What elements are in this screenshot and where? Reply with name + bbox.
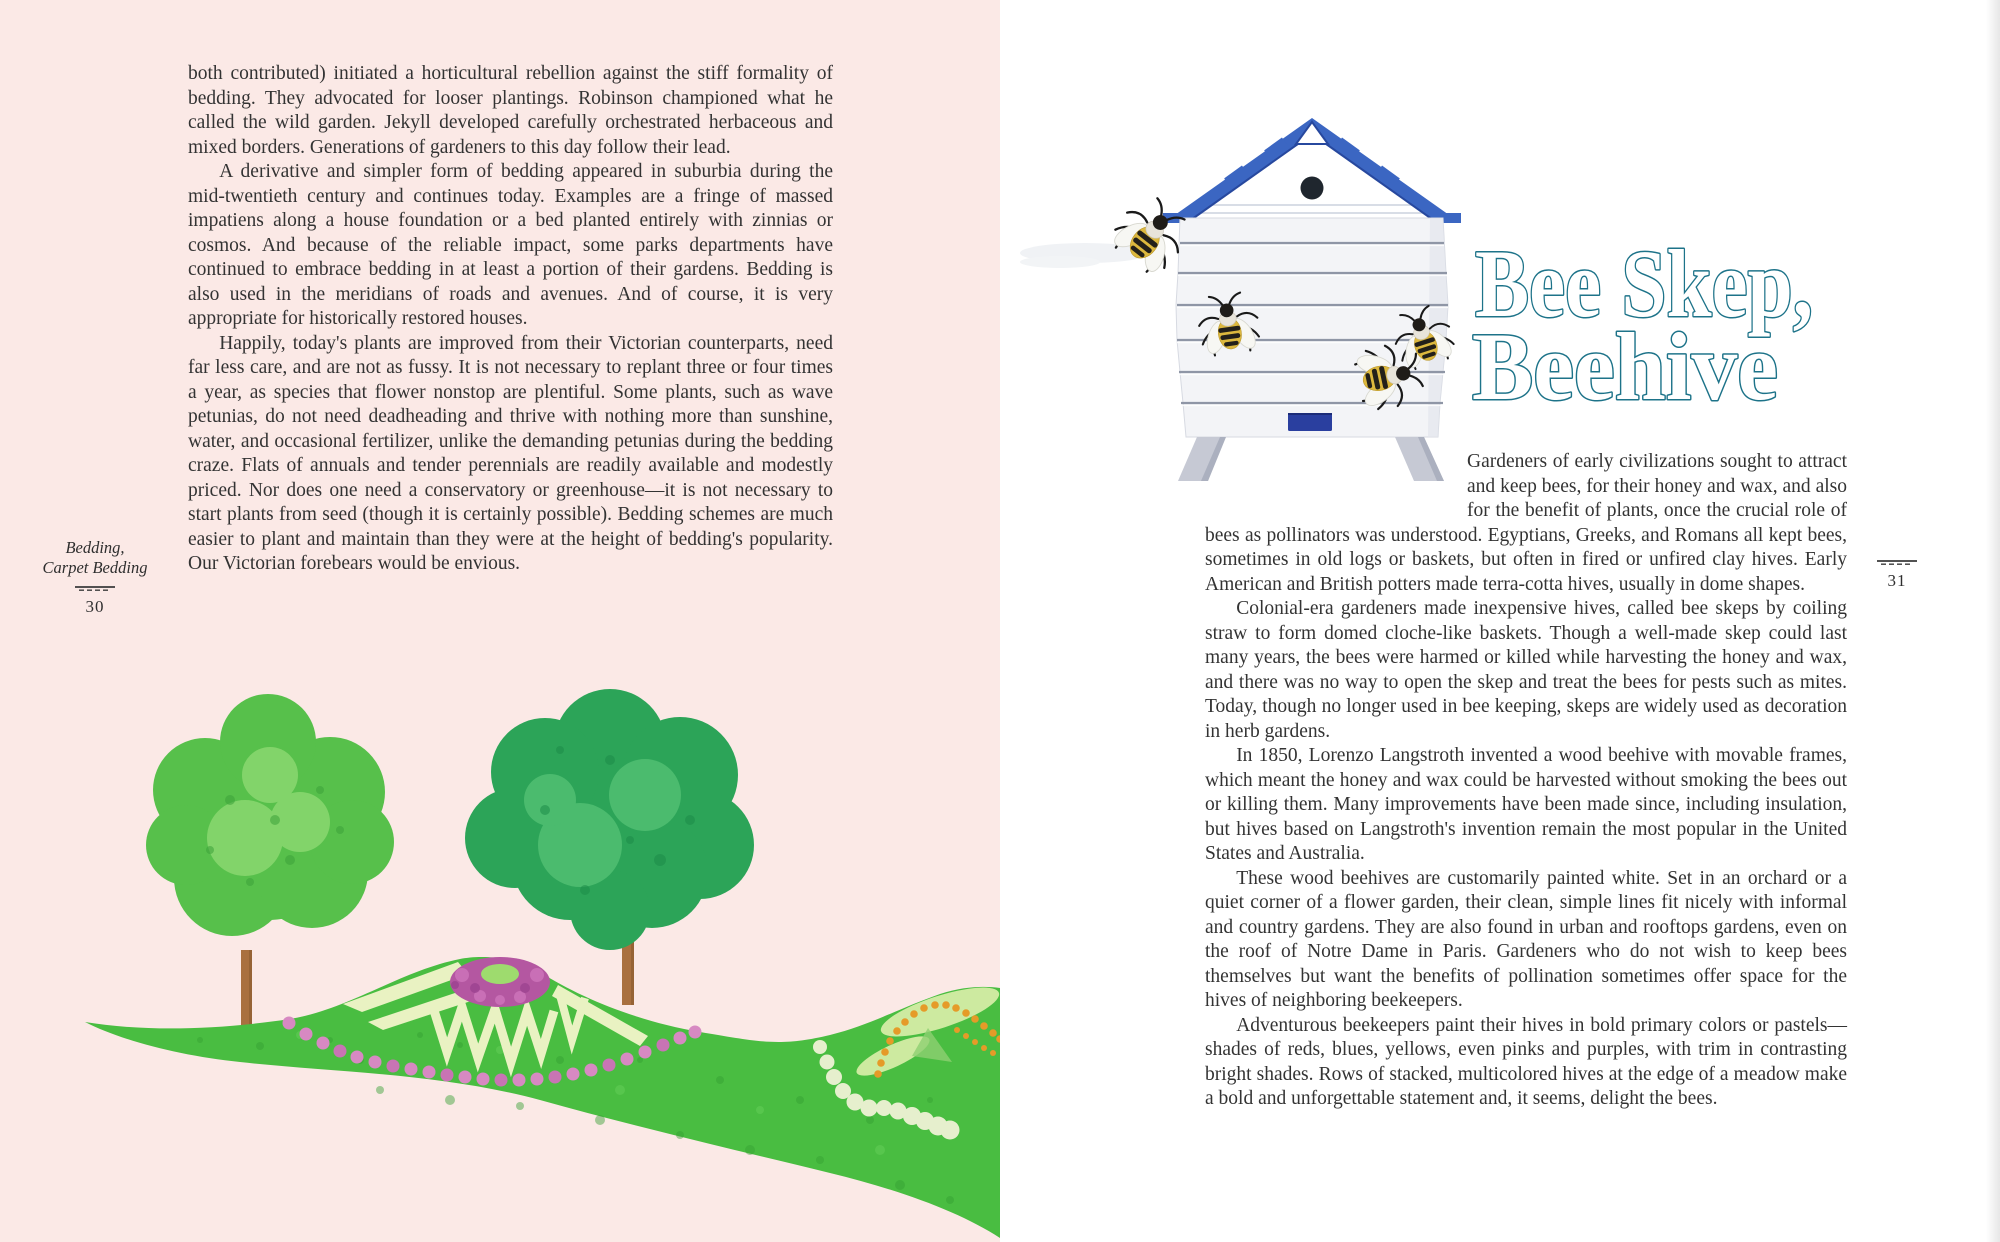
text-wrap-spacer (1205, 450, 1467, 500)
paragraph: both contributed) initiated a horticultural rebellion against the stiff formality of bedding. They advocated for looser plantings. Robinson championed what he called the wild garden. Jekyll developed carefully orchestrated herbaceous and mixed borders. Generations of gardeners to this day follow their lead. (188, 63, 833, 158)
chapter-title-line2: Beehive (1472, 313, 1778, 418)
page-number-left: 30 (85, 597, 105, 616)
right-page-text (1205, 450, 1847, 1112)
hive-entrance (1288, 413, 1332, 431)
hive-roof (1163, 118, 1461, 223)
page-number-right: 31 (1887, 571, 1907, 590)
paragraph (1205, 450, 1847, 597)
paragraph: Happily, today's plants are improved from their Victorian counterparts, need far less care, and are not as fussy. It is not necessary to replant three or four times a year, as species that flower nonstop are plentiful. Some plants, such as wave petunias, do not need deadheading and thrive with nothing more than sunshine, water, and occasional fertilizer, unlike the demanding petunias during the bedding craze. Flats of annuals and tender perennials are readily available and modestly priced. Nor does one need a conservatory or greenhouse—it is not necessary to start plants from seed (though it is certainly possible). Bedding schemes are much easier to plant and maintain than they were at the height of bedding's popularity. Our Victorian forebears would be envious. (188, 332, 833, 574)
divider-ornament-icon (1875, 558, 1919, 567)
paragraph: These wood beehives are customarily painted white. Set in an orchard or a quiet corner of a flower garden, their clean, simple lines fit nicely with informal and country gardens. They are also found in urban and rooftops gardens, even on the roof of Notre Dame in Paris. Gardeners who do not wish to keep bees themselves but want the benefits of pollination sometimes offer space for the hives of neighboring beekeepers. (1205, 867, 1847, 1011)
hive-hole (1301, 177, 1324, 200)
paragraph: A derivative and simpler form of bedding appeared in suburbia during the mid-twentieth century and continues today. Examples are a fringe of massed impatiens along a house foundation or a bed planted entirely with zinnias or cosmos. And because of the reliable impact, some parks departments have continued to embrace bedding in at least a portion of their gardens. Bedding is also used in the meridians of roads and avenues. And of course, it is very appropriate for historically restored houses. (188, 161, 833, 329)
beehive-illustration (1000, 110, 1483, 490)
tree-icon (146, 694, 394, 1035)
paragraph: Colonial-era gardeners made inexpensive hives, called bee skeps by coiling straw to form domed cloche-like baskets. Though a well-made skep could last many years, the bees were harmed or killed while harvesting the honey and wax, and there was no way to open the skep and treat the bees for pests such as mites. Today, though no longer used in bee keeping, skeps are widely used as decoration in herb gardens. (1205, 598, 1847, 742)
right-page (1000, 0, 2000, 1242)
right-running-footer (1855, 552, 1939, 591)
paragraph: Adventurous beekeepers paint their hives in bold primary colors or pastels—shades of reds, blues, yellows, even pinks and purples, with trim in contrasting bright shades. Rows of stacked, multicolored hives at the edge of a meadow make a bold and unforgettable statement and, it seems, delight the bees. (1205, 1014, 1847, 1109)
carpet-bedding-hill (85, 957, 1000, 1238)
paragraph: In 1850, Lorenzo Langstroth invented a wood beehive with movable frames, which meant the honey and wax could be harvested without smoking the bees out or killing them. Many improvements have been made since, including insulation, but hives based on Langstroth's invention remain the most popular in the United States and Australia. (1205, 745, 1847, 864)
margin-note-line1: Bedding, (65, 538, 125, 557)
chapter-title (1440, 203, 1870, 418)
magenta-flower-ring (450, 957, 550, 1007)
chapter-title-line1: Bee Skep, (1475, 230, 1813, 337)
margin-note-line2: Carpet Bedding (42, 558, 148, 577)
paragraph-text: Gardeners of early civilizations sought to attract and keep bees, for their honey and wax, and also for the benefit of plants, once the crucial role of bees as pollinators was understood. Egyptians, Greeks, and Romans all kept bees, sometimes in old logs or baskets, but often in fired or unfired clay hives. Early American and British potters made terra-cotta hives, usually in dome shapes. (1205, 451, 1847, 595)
